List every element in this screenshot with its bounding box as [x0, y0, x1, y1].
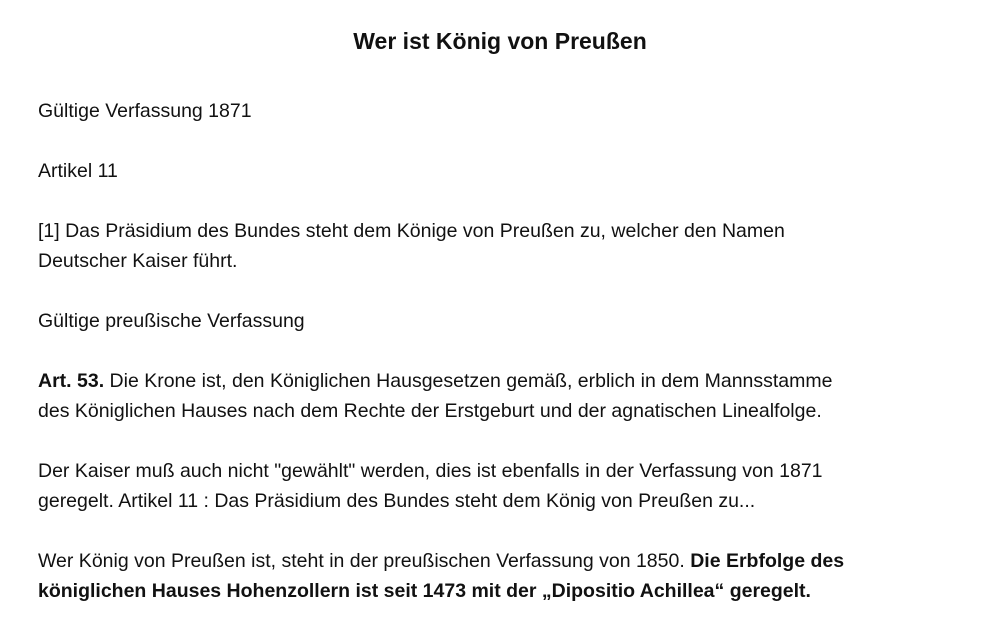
page-title: Wer ist König von Preußen	[353, 28, 647, 54]
final-paragraph-line-2: königlichen Hauses Hohenzollern ist seit 1473 mit der „Dipositio Achillea“ geregelt.	[38, 580, 811, 602]
art-53-text: Die Krone ist, den Königlichen Hausgesetzen gemäß, erblich in dem Mannsstamme	[104, 370, 833, 392]
heading-prussian-constitution: Gültige preußische Verfassung	[38, 310, 305, 332]
art-53-line-1	[38, 366, 978, 396]
kaiser-paragraph-line-1: Der Kaiser muß auch nicht "gewählt" werden, dies ist ebenfalls in der Verfassung von 1871	[38, 460, 823, 482]
heading-constitution-1871: Gültige Verfassung 1871	[38, 100, 252, 122]
kaiser-paragraph-line-2: geregelt. Artikel 11 : Das Präsidium des Bundes steht dem König von Preußen zu...	[38, 490, 756, 512]
final-paragraph-bold-start: Die Erbfolge des	[690, 550, 845, 572]
article-11-text-line-1: [1] Das Präsidium des Bundes steht dem Könige von Preußen zu, welcher den Namen	[38, 220, 785, 242]
article-11-text-line-2: Deutscher Kaiser führt.	[38, 250, 238, 272]
final-paragraph-line-1	[38, 546, 978, 576]
art-53-label: Art. 53.	[38, 370, 105, 392]
art-53-line-2: des Königlichen Hauses nach dem Rechte der Erstgeburt und der agnatischen Linealfolge.	[38, 400, 822, 422]
final-paragraph-plain: Wer König von Preußen ist, steht in der preußischen Verfassung von 1850.	[38, 550, 691, 572]
heading-article-11: Artikel 11	[38, 160, 118, 182]
